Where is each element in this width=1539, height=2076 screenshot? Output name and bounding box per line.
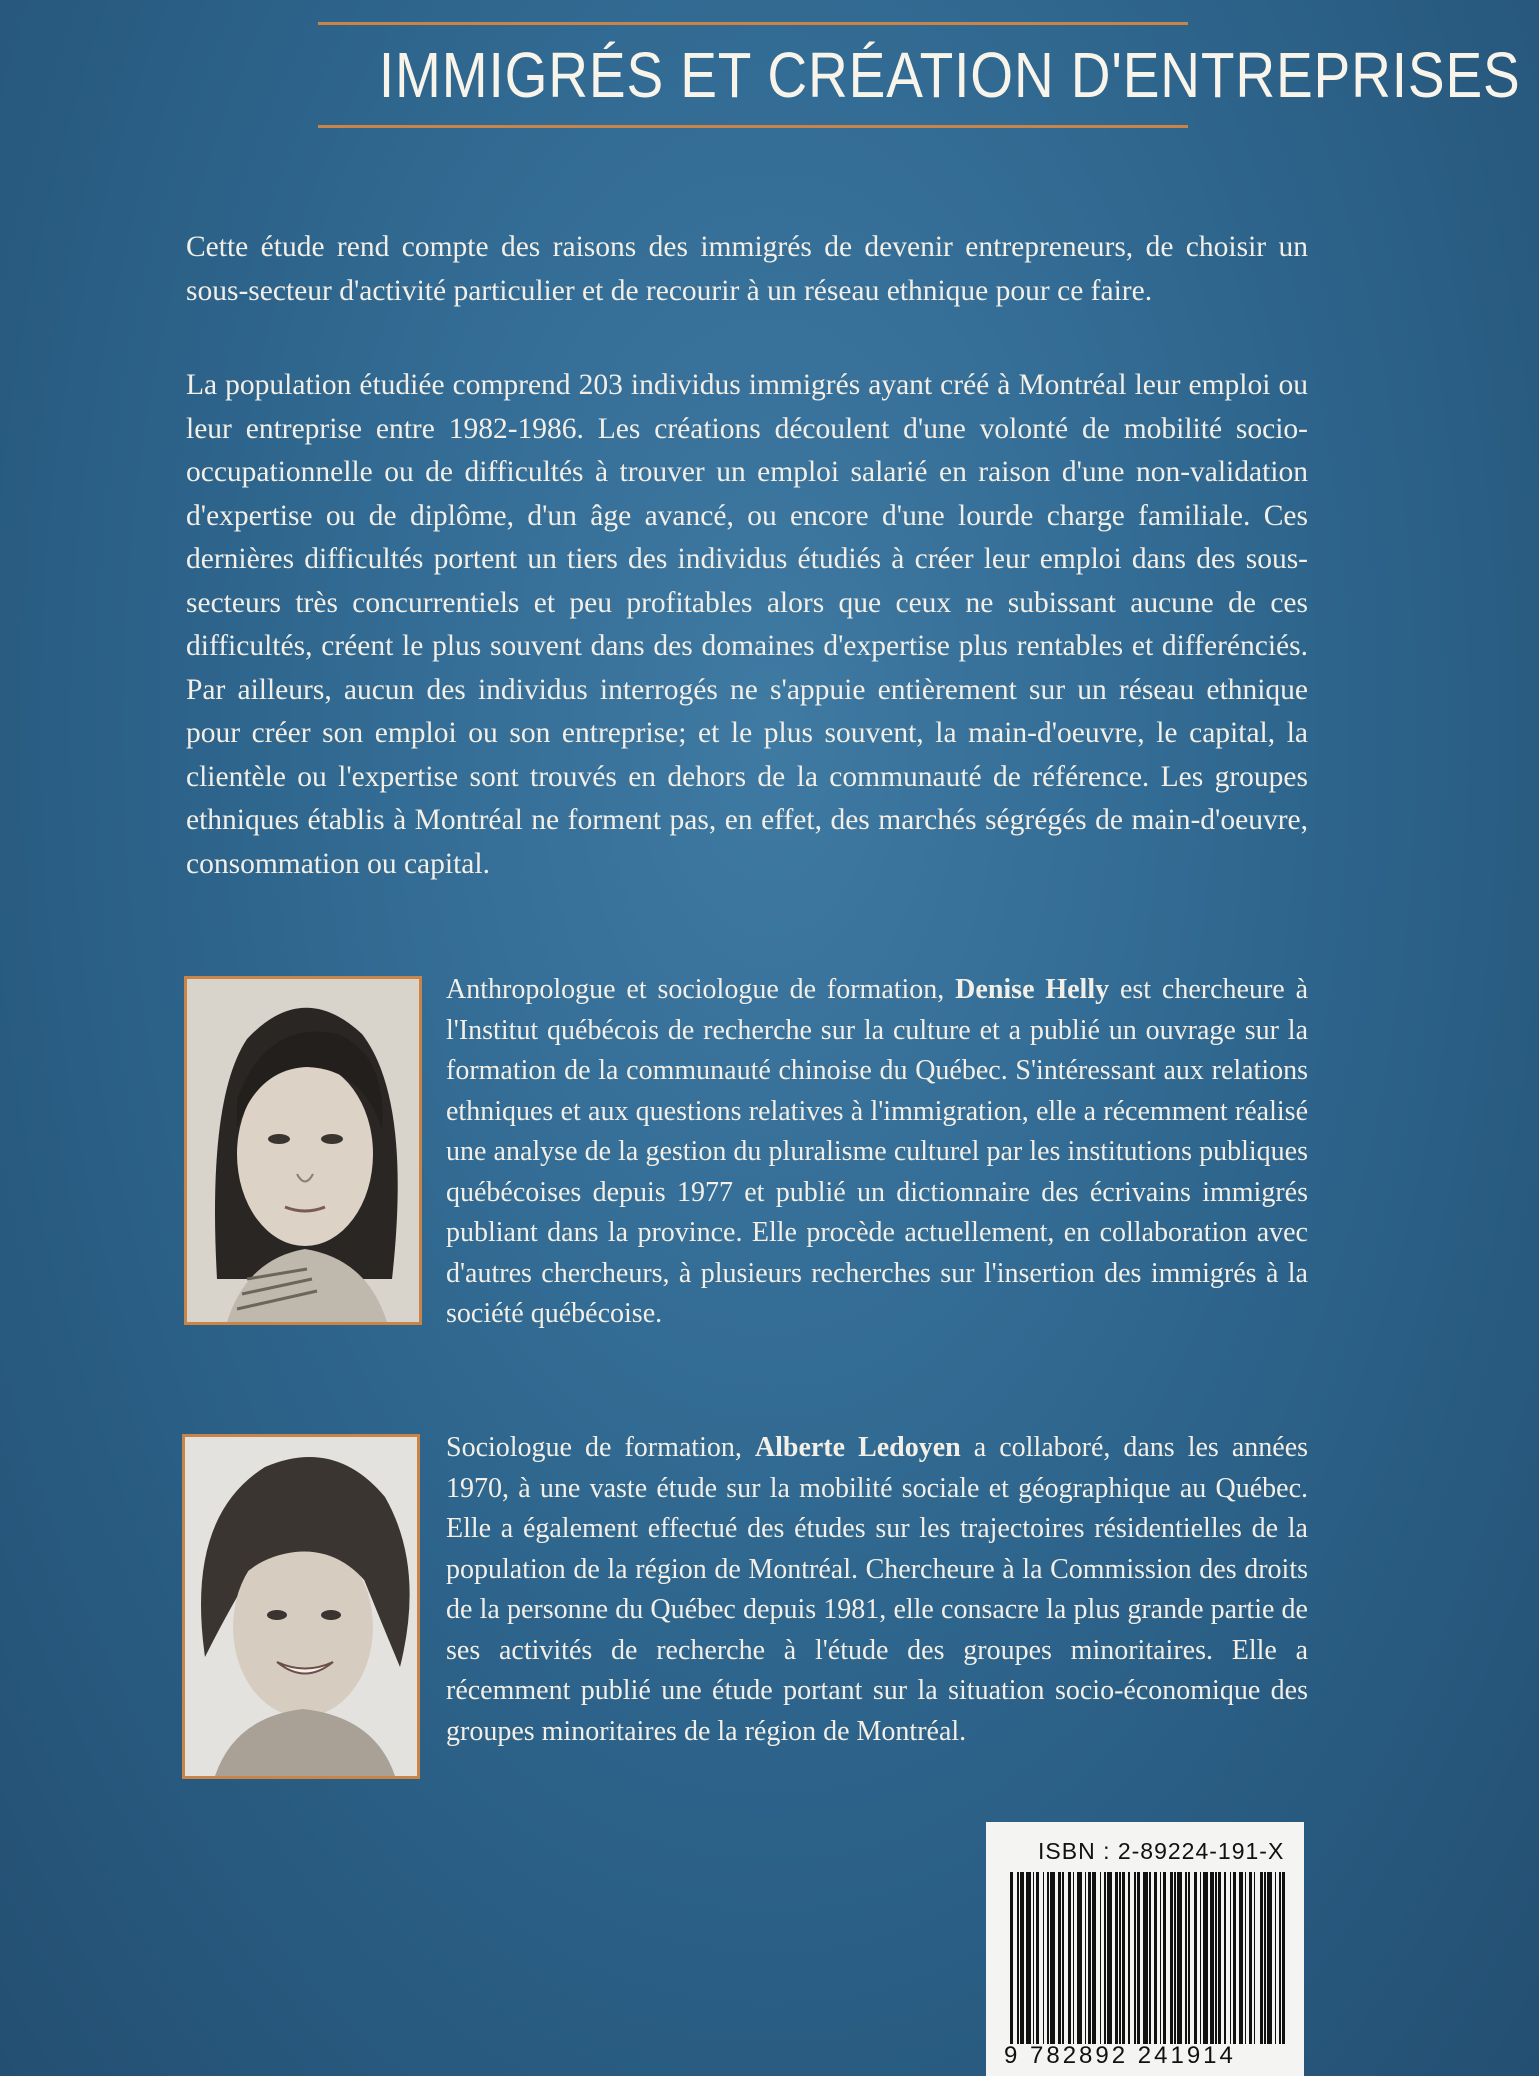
barcode-bar (1128, 1872, 1130, 2044)
barcode-bar (1085, 1872, 1087, 2044)
barcode-bar (1200, 1872, 1202, 2044)
barcode-bar (1249, 1872, 1252, 2044)
title-block (318, 22, 1521, 128)
book-title: IMMIGRÉS ET CRÉATION D'ENTREPRISES (378, 39, 1521, 111)
barcode-bar (1245, 1872, 1247, 2044)
title-bottom-rule (318, 125, 1188, 128)
barcode-bar (1160, 1872, 1162, 2044)
barcode-bar (1174, 1872, 1176, 2044)
author-photo-alberte-ledoyen (182, 1434, 420, 1779)
barcode-bar (1210, 1872, 1213, 2044)
bio-text-rest: a collaboré, dans les années 1970, à une vaste étude sur la mobilité sociale et géographique au Québec. Elle a également effectué des études sur les trajectoires résidentielles de la population de la région de Montréal. Chercheure à la Commission des droits de la personne du Québec depuis 1981, elle consacre la plus grande partie de ses activités de recherche à l'étude des groupes minoritaires. Elle a récemment publié une étude portant sur la situation socio-économique des groupes minoritaires de la région de Montréal. (446, 1432, 1309, 1747)
bio-text-start: Sociologue de formation, (446, 1432, 755, 1463)
barcode-bar (1267, 1872, 1272, 2044)
author-name: Denise Helly (955, 974, 1110, 1005)
barcode-bar (1020, 1872, 1023, 2044)
barcode-bar (1224, 1872, 1226, 2044)
barcode-bar (1143, 1872, 1148, 2044)
barcode-bar (1194, 1872, 1197, 2044)
barcode-bar (1154, 1872, 1157, 2044)
barcode-bar (1104, 1872, 1106, 2044)
barcode-bar (1177, 1872, 1182, 2044)
barcode-bar (1033, 1872, 1035, 2044)
title-top-rule (318, 22, 1188, 25)
portrait-image (185, 1437, 417, 1776)
barcode-bar (1239, 1872, 1244, 2044)
barcode-bar (1026, 1872, 1031, 2044)
barcode-label (986, 1822, 1304, 2076)
barcode-bar (1134, 1872, 1136, 2044)
barcode-bar (1100, 1872, 1102, 2044)
barcode-bar (1119, 1872, 1121, 2044)
barcode-bar (1092, 1872, 1095, 2044)
barcode-bar (1230, 1872, 1232, 2044)
barcode-bar (1275, 1872, 1277, 2044)
barcode-bar (1017, 1872, 1019, 2044)
barcode-bar (1149, 1872, 1151, 2044)
barcode-bar (1073, 1872, 1075, 2044)
barcode-bar (1185, 1872, 1187, 2044)
barcode-bar (1279, 1872, 1281, 2044)
barcode-bar (1088, 1872, 1091, 2044)
author-photo-denise-helly (184, 976, 422, 1325)
barcode-bar (1254, 1872, 1256, 2044)
barcode-bar (1050, 1872, 1055, 2044)
barcode-bar (1215, 1872, 1217, 2044)
barcode-bar (1264, 1872, 1266, 2044)
description-paragraph: La population étudiée comprend 203 individus immigrés ayant créé à Montréal leur emploi ou leur entreprise entre 1982-1986. Les créations découlent d'une volonté de mobilité socio-occupationnelle ou de difficultés à trouver un emploi salarié en raison d'une non-validation d'expertise ou de diplôme, d'un âge avancé, ou encore d'une lourde charge familiale. Ces dernières difficultés portent un tiers des individus étudiés à créer leur emploi dans des sous-secteurs très concurrentiels et peu profitables alors que ceux ne subissant aucune de ces difficultés, créent le plus souvent dans des domaines d'expertise plus rentables et differénciés. Par ailleurs, aucun des individus interrogés ne s'appuie entièrement sur un réseau ethnique pour créer son emploi ou son entreprise; et le plus souvent, la main-d'oeuvre, le capital, la clientèle ou l'expertise sont trouvés en dehors de la communauté de référence. Les groupes ethniques établis à Montréal ne forment pas, en effet, des marchés ségrégés de main-d'oeuvre, consommation ou capital. (186, 369, 1308, 880)
barcode-icon (1010, 1872, 1290, 2044)
barcode-bar (1137, 1872, 1140, 2044)
author-bio-denise-helly (446, 970, 1308, 1335)
barcode-bar (1107, 1872, 1112, 2044)
barcode-bar (1260, 1872, 1263, 2044)
isbn-text: ISBN : 2-89224-191-X (1038, 1838, 1285, 1864)
ean-number: 9 782892 241914 (1004, 2042, 1236, 2069)
barcode-bar (1115, 1872, 1118, 2044)
barcode-bar (1047, 1872, 1049, 2044)
barcode-bar (1062, 1872, 1064, 2044)
author-name: Alberte Ledoyen (754, 1432, 961, 1463)
portrait-image (187, 979, 419, 1322)
barcode-bar (1010, 1872, 1013, 2044)
barcode-bar (1122, 1872, 1125, 2044)
barcode-bar (1068, 1872, 1071, 2044)
barcode-bar (1170, 1872, 1173, 2044)
bio-text-start: Anthropologue et sociologue de formation, (446, 974, 956, 1005)
barcode-bar (1043, 1872, 1045, 2044)
barcode-bar (1188, 1872, 1190, 2044)
bio-text-rest: est chercheure à l'Institut québécois de recherche sur la culture et a publié un ouvrage sur la formation de la communauté chinoise du Québec. S'intéressant aux relations ethniques et aux questions relatives à l'immigration, elle a récemment réalisé une analyse de la gestion du pluralisme culturel par les institutions publiques québécoises depuis 1977 et publié un dictionnaire des écrivains immigrés publiant dans la province. Elle procède actuellement, en collaboration avec d'autres chercheurs, à plusieurs recherches sur l'insertion des immigrés à la société québécoise. (446, 974, 1309, 1329)
summary-paragraph: Cette étude rend compte des raisons des immigrés de devenir entrepreneurs, de choisir un sous-secteur d'activité particulier et de recourir à un réseau ethnique pour ce faire. (186, 231, 1308, 307)
barcode-bar (1218, 1872, 1221, 2044)
author-bio-alberte-ledoyen (446, 1428, 1308, 1752)
barcode-bar (1036, 1872, 1039, 2044)
barcode-bar (1058, 1872, 1061, 2044)
barcode-bar (1163, 1872, 1166, 2044)
barcode-bar (1282, 1872, 1285, 2044)
barcode-bar (1233, 1872, 1236, 2044)
barcode-bar (1077, 1872, 1082, 2044)
barcode-bar (1203, 1872, 1208, 2044)
